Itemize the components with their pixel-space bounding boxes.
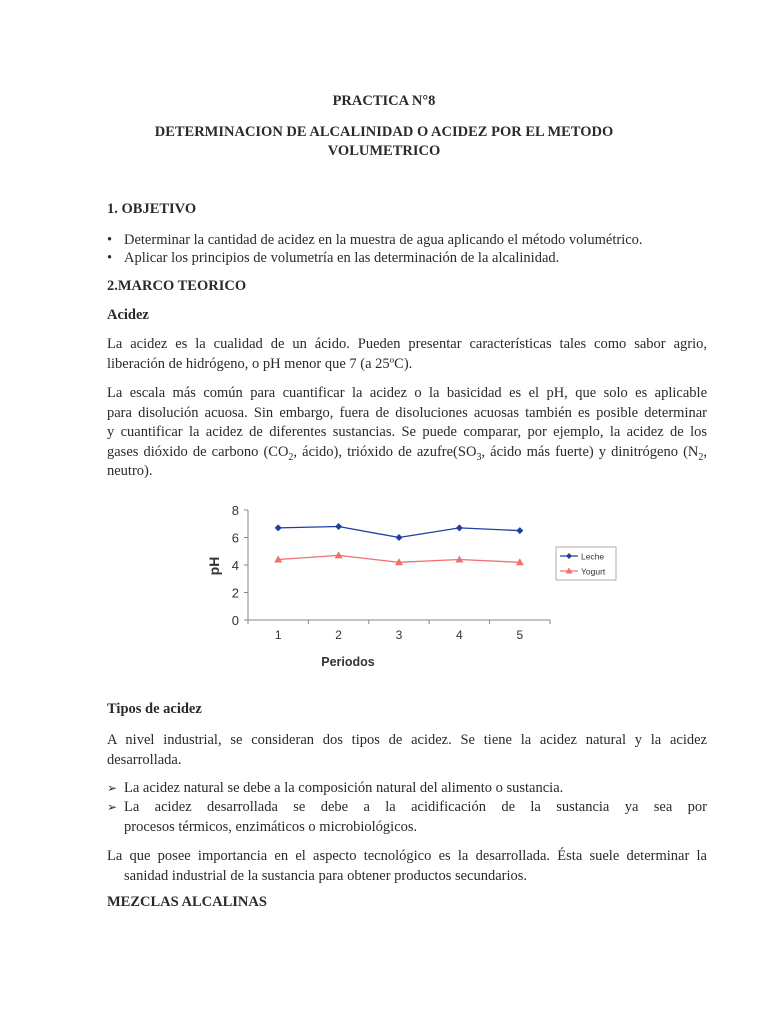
x-tick-label: 2 [335, 628, 342, 642]
document-title-line-2: VOLUMETRICO [327, 143, 441, 159]
chart-series [274, 523, 524, 565]
y-tick-label: 0 [231, 613, 239, 628]
paragraph-line: La que posee importancia en el aspecto tecnológico es la desarrollada. Ésta suele determinar la [107, 848, 707, 864]
paragraph-line: A nivel industrial, se consideran dos tipos de acidez. Se tiene la acidez natural y la acidez [107, 732, 707, 748]
document-title-line-1: DETERMINACION DE ALCALINIDAD O ACIDEZ POR EL METODO [154, 124, 614, 140]
chart-axes [232, 503, 550, 642]
data-point-leche [456, 524, 463, 531]
practice-number: PRACTICA N°8 [332, 93, 436, 109]
paragraph-line: sanidad industrial de la sustancia para obtener productos secundarios. [124, 867, 528, 884]
y-tick-label: 2 [231, 585, 239, 601]
data-point-leche [335, 523, 342, 530]
x-tick-label: 3 [395, 628, 403, 642]
text-run: , [703, 443, 707, 460]
paragraph-line: La acidez es la cualidad de un ácido. Pueden presentar características tales como sabor agrio, [107, 336, 707, 352]
acidez-paragraph-2 [107, 384, 707, 482]
marco-heading: 2.MARCO TEORICO [107, 278, 247, 294]
tipos-paragraph-1 [107, 731, 707, 770]
y-tick-label: 8 [231, 503, 239, 518]
data-point-yogurt [335, 551, 343, 558]
tipos-paragraph-2 [107, 847, 707, 886]
paragraph-line: La escala más común para cuantificar la acidez o la basicidad es el pH, que solo es aplicable [107, 385, 707, 401]
text-run: , ácido), trióxido de azufre(SO [293, 443, 477, 460]
paragraph-line: La acidez desarrollada se debe a la acidificación de la sustancia ya sea por [124, 799, 707, 815]
y-axis-label: pH [206, 556, 222, 576]
text-run: gases dióxido de carbono (CO [107, 443, 289, 460]
paragraph-line: y cuantificar la acidez de diferentes sustancias. Se puede comparar, por ejemplo, la acidez de los [107, 424, 707, 440]
tipos-arrow-item-2 [107, 798, 707, 837]
subscript: 2 [288, 451, 294, 463]
bullet-dot-icon: • [107, 232, 113, 248]
legend-entry-label: Leche [581, 551, 605, 562]
y-tick-label: 6 [231, 530, 239, 546]
tipos-arrow-item-1-text: La acidez natural se debe a la composición natural del alimento o sustancia. [124, 780, 564, 796]
paragraph-line: procesos térmicos, enzimáticos o microbiológicos. [124, 818, 418, 835]
text-run: , ácido más fuerte) y dinitrógeno (N [481, 443, 699, 460]
paragraph-line: desarrollada. [107, 751, 182, 768]
tipos-heading: Tipos de acidez [107, 701, 202, 717]
subscript: 2 [698, 451, 704, 463]
arrow-bullet-icon: ➢ [107, 781, 118, 795]
objective-bullet-2-text: Aplicar los principios de volumetría en las determinación de la alcalinidad. [124, 250, 560, 266]
x-axis-label: Periodos [321, 655, 375, 669]
paragraph-line: neutro). [107, 463, 153, 479]
objective-heading: 1. OBJETIVO [107, 201, 197, 217]
data-point-leche [516, 527, 523, 534]
paragraph-line-formulas [107, 443, 707, 463]
ph-line-chart [200, 495, 630, 675]
mezclas-heading: MEZCLAS ALCALINAS [107, 894, 267, 910]
legend-entry-label: Yogurt [581, 566, 606, 577]
paragraph-line: liberación de hidrógeno, o pH menor que 7 (a 25ºC). [107, 355, 413, 372]
x-tick-label: 5 [516, 628, 524, 642]
data-point-leche [275, 524, 282, 531]
x-tick-label: 1 [274, 628, 282, 642]
bullet-dot-icon: • [107, 250, 113, 266]
paragraph-line: para disolución acuosa. Sin embargo, fuera de disoluciones acuosas también es posible determinar [107, 404, 707, 421]
acidez-paragraph-1 [107, 335, 707, 374]
x-tick-label: 4 [456, 628, 463, 642]
arrow-bullet-icon: ➢ [107, 800, 118, 814]
y-tick-label: 4 [231, 558, 239, 573]
acidez-subheading: Acidez [107, 307, 149, 323]
chart-legend [556, 547, 616, 580]
objective-bullet-1-text: Determinar la cantidad de acidez en la muestra de agua aplicando el método volumétrico. [124, 232, 643, 248]
data-point-leche [396, 534, 403, 541]
subscript: 3 [476, 451, 482, 463]
